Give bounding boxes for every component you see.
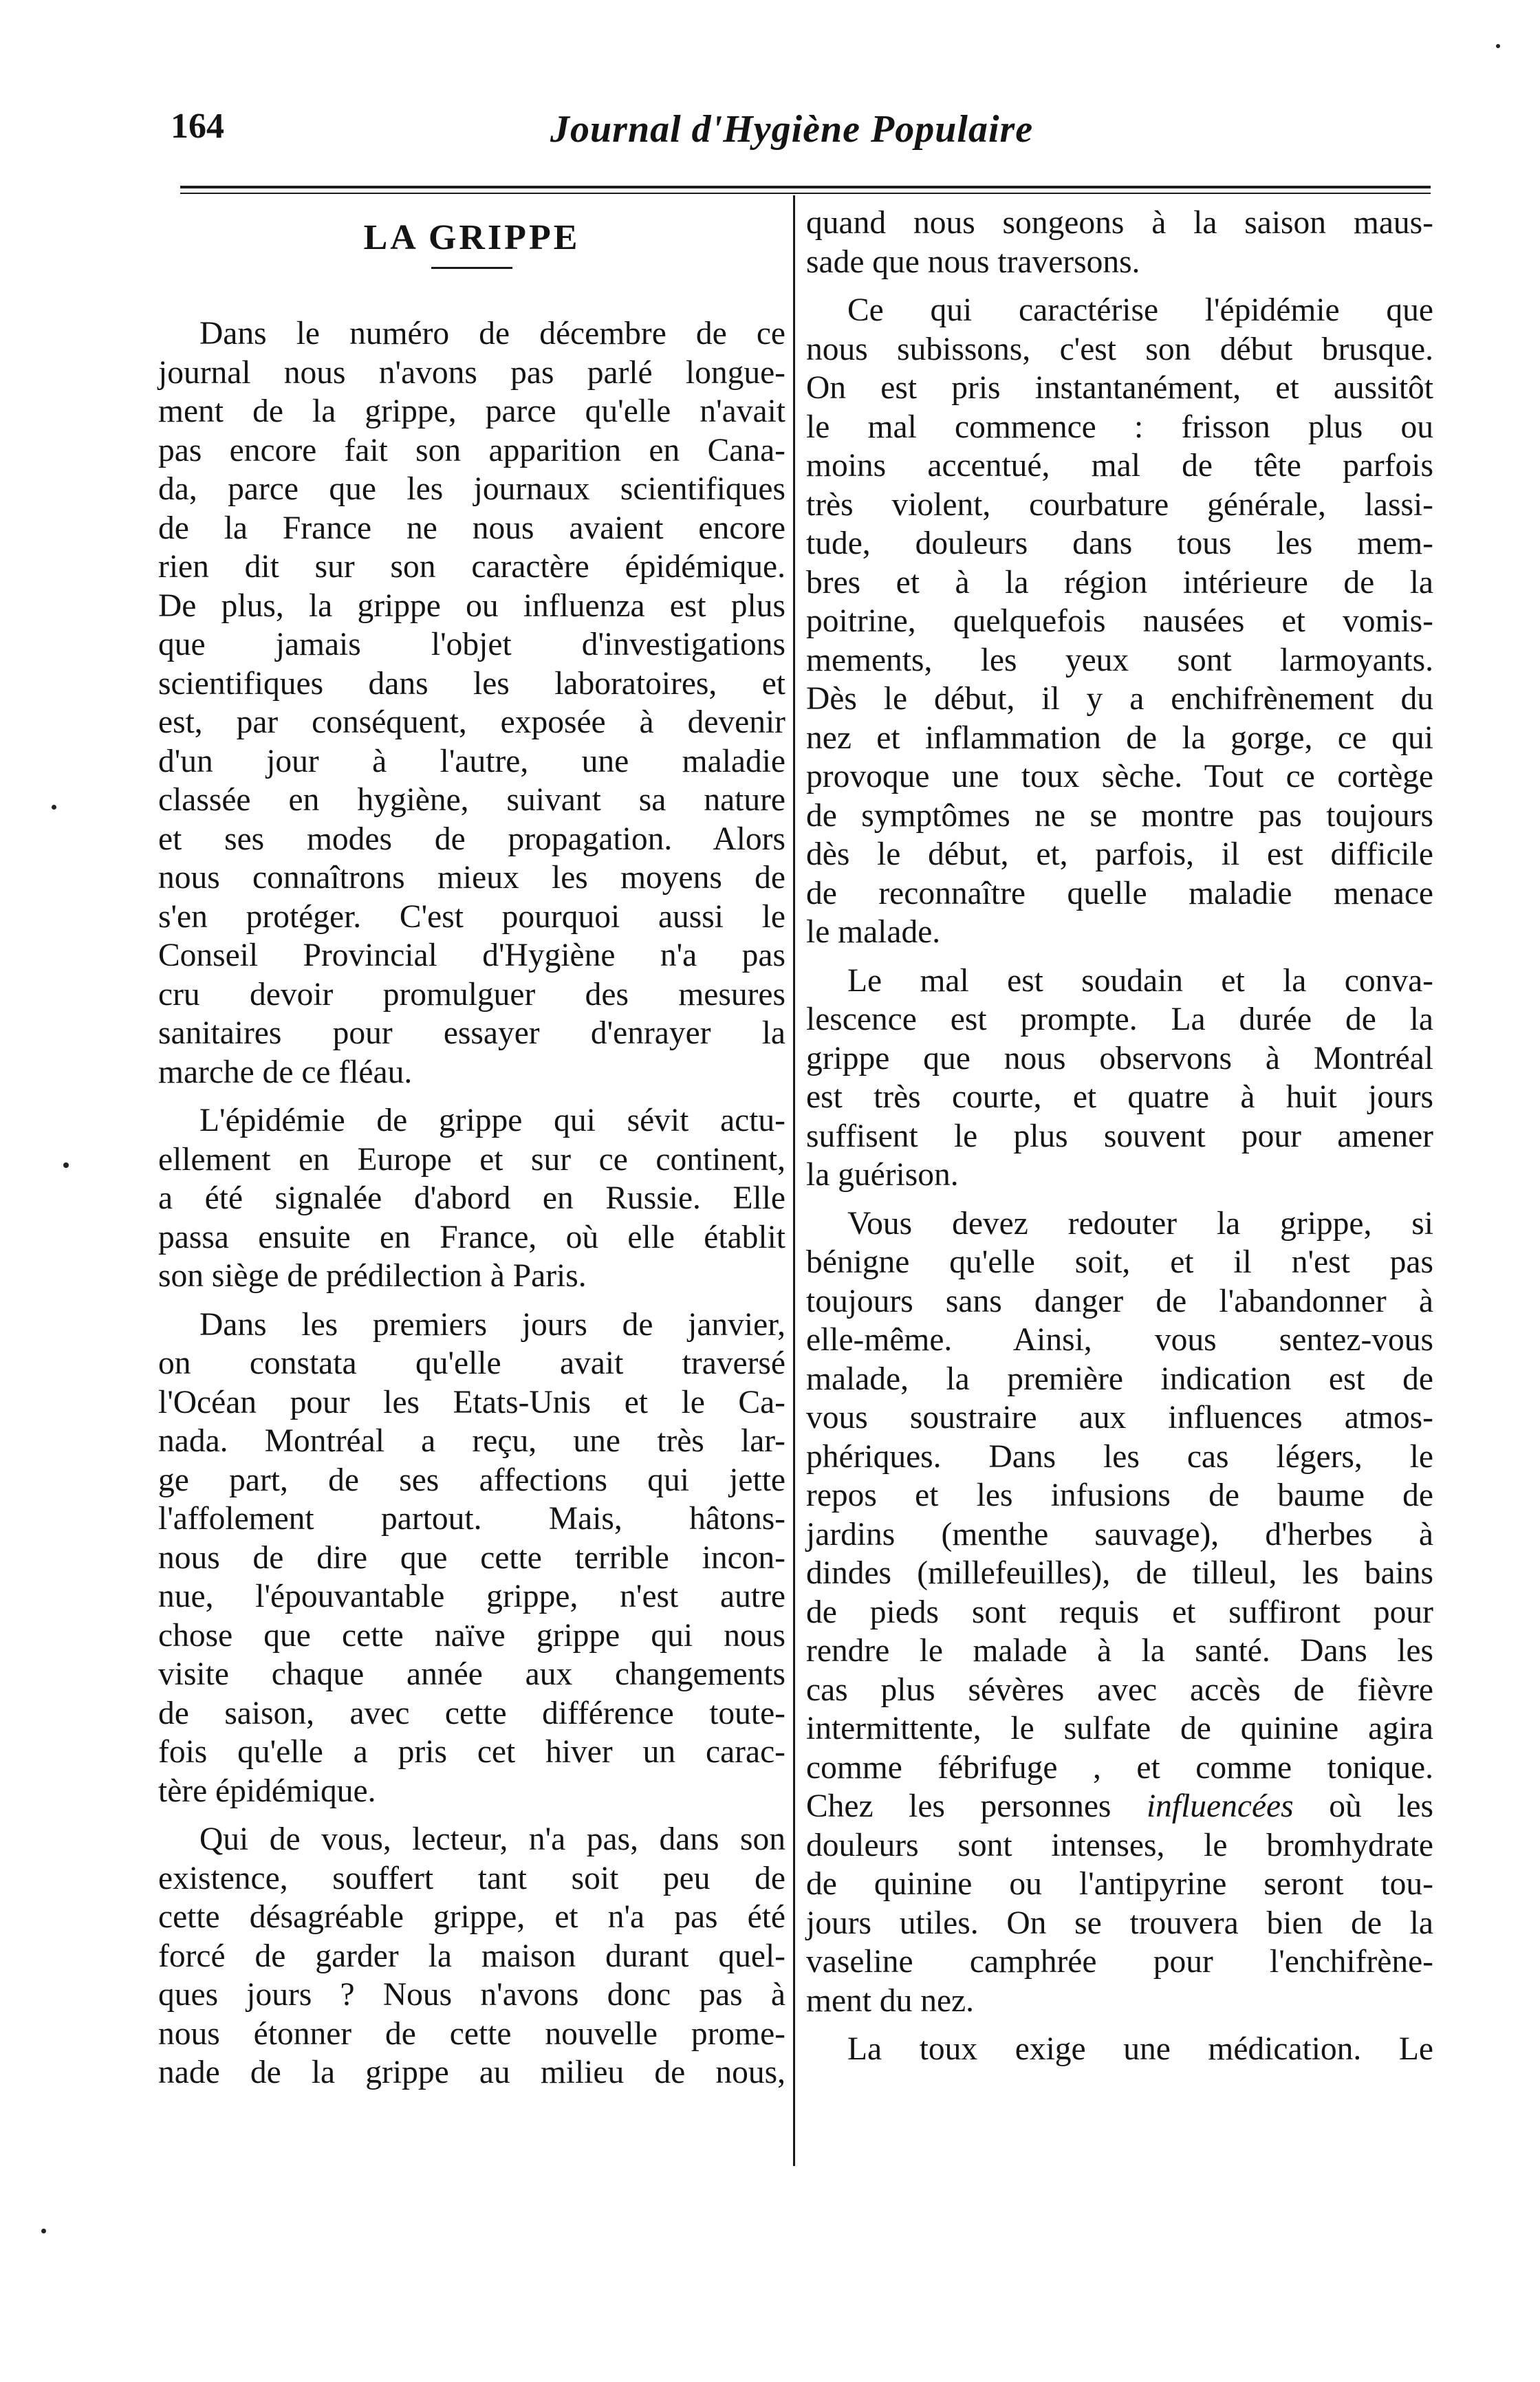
text-line: a été signalée d'abord en Russie. Elle	[158, 1180, 785, 1216]
text-line: journal nous n'avons pas parlé longue-	[158, 354, 785, 391]
text-line: l'affolement partout. Mais, hâtons-	[158, 1501, 785, 1537]
title-rule	[431, 267, 512, 269]
paragraph-gap	[806, 1195, 1433, 1204]
text-line: ge part, de ses affections qui jette	[158, 1462, 785, 1498]
text-line: nous de dire que cette terrible incon-	[158, 1539, 785, 1576]
text-line: très violent, courbature générale, lassi-	[806, 486, 1433, 523]
text-line: jours utiles. On se trouvera bien de la	[806, 1905, 1433, 1941]
margin-speck	[52, 805, 56, 810]
page-number: 164	[171, 107, 224, 146]
text-line: son siège de prédilection à Paris.	[158, 1258, 587, 1294]
text-line: intermittente, le sulfate de quinine agira	[806, 1711, 1433, 1746]
paragraph-gap	[806, 2020, 1433, 2030]
text-line: Ce qui caractérise l'épidémie que	[847, 292, 1433, 328]
text-line: sanitaires pour essayer d'enrayer la	[158, 1015, 785, 1051]
text-line: moins accentué, mal de tête parfois	[806, 448, 1433, 484]
article-title: LA GRIPPE	[363, 218, 581, 257]
text-line: Dans les premiers jours de janvier,	[199, 1306, 785, 1343]
margin-speck	[63, 1162, 69, 1168]
paragraph-gap	[158, 1810, 785, 1820]
paragraph-gap	[158, 1092, 785, 1101]
text-line: rendre le malade à la santé. Dans les	[806, 1633, 1433, 1669]
text-line: suffisent le plus souvent pour amener	[806, 1118, 1433, 1154]
text-line: est, par conséquent, exposée à devenir	[158, 704, 785, 740]
text-line: provoque une toux sèche. Tout ce cortège	[806, 759, 1433, 794]
text-line: la guérison.	[806, 1157, 959, 1193]
text-line: de la France ne nous avaient encore	[158, 510, 785, 546]
text-line: classée en hygiène, suivant sa nature	[158, 782, 785, 818]
text-line: cette désagréable grippe, et n'a pas été	[158, 1899, 785, 1935]
text-line: L'épidémie de grippe qui sévit actu-	[199, 1103, 785, 1138]
paragraph-gap	[806, 281, 1433, 291]
text-line: vaseline camphrée pour l'enchifrène-	[806, 1944, 1433, 1980]
text-line: toujours sans danger de l'abandonner à	[806, 1283, 1433, 1319]
text-line: forcé de garder la maison durant quel-	[158, 1938, 785, 1974]
text-line: ellement en Europe et sur ce continent,	[158, 1141, 785, 1178]
margin-speck	[1496, 44, 1500, 48]
text-line: bres et à la région intérieure de la	[806, 564, 1433, 600]
text-line: scientifiques dans les laboratoires, et	[158, 665, 785, 702]
text-line: cas plus sévères avec accès de fièvre	[806, 1671, 1433, 1708]
text-line: marche de ce fléau.	[158, 1054, 413, 1090]
text-line: nous étonner de cette nouvelle prome-	[158, 2015, 785, 2052]
text-line: tère épidémique.	[158, 1773, 376, 1809]
running-title: Journal d'Hygiène Populaire	[550, 108, 1034, 151]
text-line: Dès le début, il y a enchifrènement du	[806, 681, 1433, 717]
text-line: ques jours ? Nous n'avons donc pas à	[158, 1977, 785, 2013]
text-line: existence, souffert tant soit peu de	[158, 1860, 785, 1896]
text-line: Dans le numéro de décembre de ce	[199, 316, 785, 351]
text-line: sade que nous traversons.	[806, 243, 1140, 280]
text-line: rien dit sur son caractère épidémique.	[158, 549, 785, 585]
left-column-body	[158, 314, 785, 2092]
text-line: nue, l'épouvantable grippe, n'est autre	[158, 1579, 785, 1614]
text-line: pas encore fait son apparition en Cana-	[158, 432, 785, 468]
text-line: l'Océan pour les Etats-Unis et le Ca-	[158, 1384, 785, 1420]
text-line: jardins (menthe sauvage), d'herbes à	[806, 1516, 1433, 1552]
text-line: Conseil Provincial d'Hygiène n'a pas	[158, 938, 785, 973]
text-line: et ses modes de propagation. Alors	[158, 821, 785, 857]
text-line: lescence est prompte. La durée de la	[806, 1001, 1433, 1037]
text-line: dès le début, et, parfois, il est difficile	[806, 836, 1433, 872]
text-line: est très courte, et quatre à huit jours	[806, 1079, 1433, 1115]
text-line: comme fébrifuge , et comme tonique.	[806, 1749, 1433, 1786]
text-line: de saison, avec cette différence toute-	[158, 1695, 785, 1731]
text-line: bénigne qu'elle soit, et il n'est pas	[806, 1244, 1433, 1280]
text-line: de symptômes ne se montre pas toujours	[806, 797, 1433, 834]
text-line: Le mal est soudain et la conva-	[847, 962, 1433, 999]
text-line: vous soustraire aux influences atmos-	[806, 1400, 1433, 1436]
text-line: mements, les yeux sont larmoyants.	[806, 642, 1433, 678]
right-column-body	[806, 204, 1433, 2069]
text-line: dindes (millefeuilles), de tilleul, les bains	[806, 1555, 1433, 1591]
text-line: De plus, la grippe ou influenza est plus	[158, 587, 785, 624]
text-line: Chez les personnes influencées où les	[806, 1788, 1433, 1824]
text-line: quand nous songeons à la saison maus-	[806, 205, 1433, 241]
emphasized-word: influencées	[1146, 1788, 1294, 1824]
text-line: nous connaîtrons mieux les moyens de	[158, 860, 785, 896]
text-line: s'en protéger. C'est pourquoi aussi le	[158, 898, 785, 935]
margin-speck	[41, 2229, 46, 2233]
text-line: de quinine ou l'antipyrine seront tou-	[806, 1866, 1433, 1902]
text-line: douleurs sont intenses, le bromhydrate	[806, 1827, 1433, 1863]
text-line: Qui de vous, lecteur, n'a pas, dans son	[199, 1821, 785, 1857]
text-line: tude, douleurs dans tous les mem-	[806, 526, 1433, 561]
text-line: de pieds sont requis et suffiront pour	[806, 1594, 1433, 1630]
text-line: nada. Montréal a reçu, une très lar-	[158, 1423, 785, 1459]
text-line: La toux exige une médication. Le	[847, 2031, 1433, 2067]
text-line: grippe que nous observons à Montréal	[806, 1040, 1433, 1076]
text-line: on constata qu'elle avait traversé	[158, 1345, 785, 1381]
text-line: passa ensuite en France, où elle établit	[158, 1219, 785, 1255]
text-line: ment du nez.	[806, 1982, 975, 2019]
text-line: repos et les infusions de baume de	[806, 1477, 1433, 1513]
text-line: chose que cette naïve grippe qui nous	[158, 1617, 785, 1654]
column-divider	[793, 195, 795, 2166]
text-line: Vous devez redouter la grippe, si	[847, 1205, 1433, 1242]
text-line: On est pris instantanément, et aussitôt	[806, 370, 1433, 406]
header-rule	[180, 186, 1431, 188]
text-line: elle-même. Ainsi, vous sentez-vous	[806, 1322, 1433, 1358]
text-line: nade de la grippe au milieu de nous,	[158, 2055, 785, 2090]
text-line: le mal commence : frisson plus ou	[806, 409, 1433, 445]
text-line: ment de la grippe, parce qu'elle n'avait	[158, 393, 785, 429]
text-line: poitrine, quelquefois nausées et vomis-	[806, 603, 1433, 639]
text-line: da, parce que les journaux scientifiques	[158, 471, 785, 507]
text-line: visite chaque année aux changements	[158, 1656, 785, 1692]
text-line: nous subissons, c'est son début brusque.	[806, 331, 1433, 367]
text-line: malade, la première indication est de	[806, 1361, 1433, 1397]
text-line: le malade.	[806, 914, 941, 950]
paragraph-gap	[158, 1296, 785, 1306]
text-line: que jamais l'objet d'investigations	[158, 627, 785, 662]
text-line: d'un jour à l'autre, une maladie	[158, 743, 785, 779]
text-line: phériques. Dans les cas légers, le	[806, 1438, 1433, 1475]
paragraph-gap	[806, 952, 1433, 962]
header-rule-thin	[180, 193, 1431, 194]
text-line: de reconnaître quelle maladie menace	[806, 875, 1433, 911]
text-line: nez et inflammation de la gorge, ce qui	[806, 719, 1433, 756]
right-column	[806, 204, 1433, 2069]
text-line: fois qu'elle a pris cet hiver un carac-	[158, 1734, 785, 1770]
left-column	[158, 204, 785, 2092]
text-line: cru devoir promulguer des mesures	[158, 976, 785, 1013]
